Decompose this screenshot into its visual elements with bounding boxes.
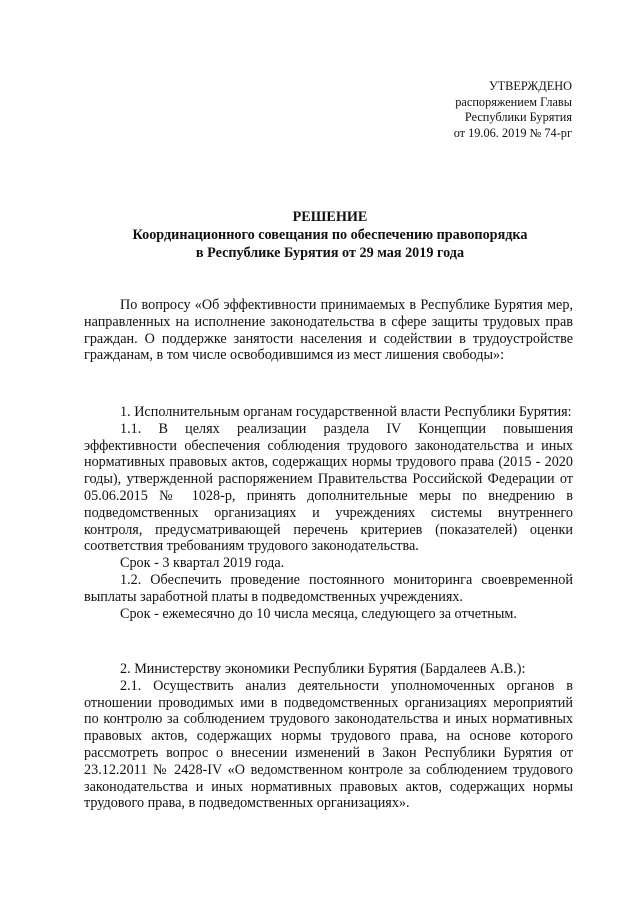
section-1-deadline-2: Срок - ежемесячно до 10 числа месяца, следующего за отчетным. [120, 605, 517, 622]
approval-line-order: распоряжением Главы [455, 94, 572, 109]
approval-line-date-number: от 19.06. 2019 № 74-рг [453, 125, 572, 140]
approval-line-republic: Республики Бурятия [464, 110, 572, 125]
section-1-item-2: 1.2. Обеспечить проведение постоянного мониторинга своевременной выплаты заработной платы в подведомственных учреждениях. [84, 571, 573, 605]
section-1-deadline-1: Срок - 3 квартал 2019 года. [120, 555, 285, 572]
intro-block [84, 297, 573, 364]
section-1-header: 1. Исполнительным органам государственной власти Республики Бурятия: [120, 404, 572, 420]
section-1-item-1: 1.1. В целях реализации раздела IV Концепции повышения эффективности обеспечения соблюдения трудового законодательства и иных нормативных правовых актов, содержащих нормы трудового права (2015 - 2020 годы), утвержденной распоряжением Правительства Российской Федерации от 05.06.2015 № 1028-р, принять дополнительные меры по внедрению в подведомственных организациях и учреждениях системы внутреннего контроля, предусматривающей перечень критериев (показателей) оценки соответствия требованиям трудового законодательства. [84, 420, 573, 555]
approval-line-approved: УТВЕРЖДЕНО [488, 79, 572, 93]
section-2-item-1: 2.1. Осуществить анализ деятельности уполномоченных органов в отношении проводимых ими в подведомственных организациях мероприятий по контролю за соблюдением трудового законодательства и иных нормативных правовых актов, содержащих нормы трудового права, на основе которого рассмотреть вопрос о внесении изменений в Закон Республики Бурятия от 23.12.2011 № 2428-IV «О ведомственном контроле за соблюдением трудового законодательства и иных нормативных правовых актов, содержащих нормы трудового права, в подведомственных организациях». [84, 677, 573, 812]
document-title: РЕШЕНИЕ [292, 209, 368, 225]
section-2-header: 2. Министерству экономики Республики Бурятия (Бардалеев А.В.): [120, 661, 526, 677]
section-1 [84, 404, 573, 622]
document-subtitle-line1: Координационного совещания по обеспечению правопорядка [132, 226, 528, 243]
intro-paragraph: По вопросу «Об эффективности принимаемых в Республике Бурятия мер, направленных на исполнение законодательства в сфере защиты трудовых прав граждан. О поддержке занятости населения и содействии в трудоустройстве гражданам, в том числе освободившимся из мест лишения свободы»: [84, 297, 573, 364]
approval-stamp [454, 79, 572, 141]
document-subtitle-line2: в Республике Бурятия от 29 мая 2019 года [195, 244, 465, 261]
section-2 [84, 661, 573, 812]
document-heading [96, 209, 564, 262]
